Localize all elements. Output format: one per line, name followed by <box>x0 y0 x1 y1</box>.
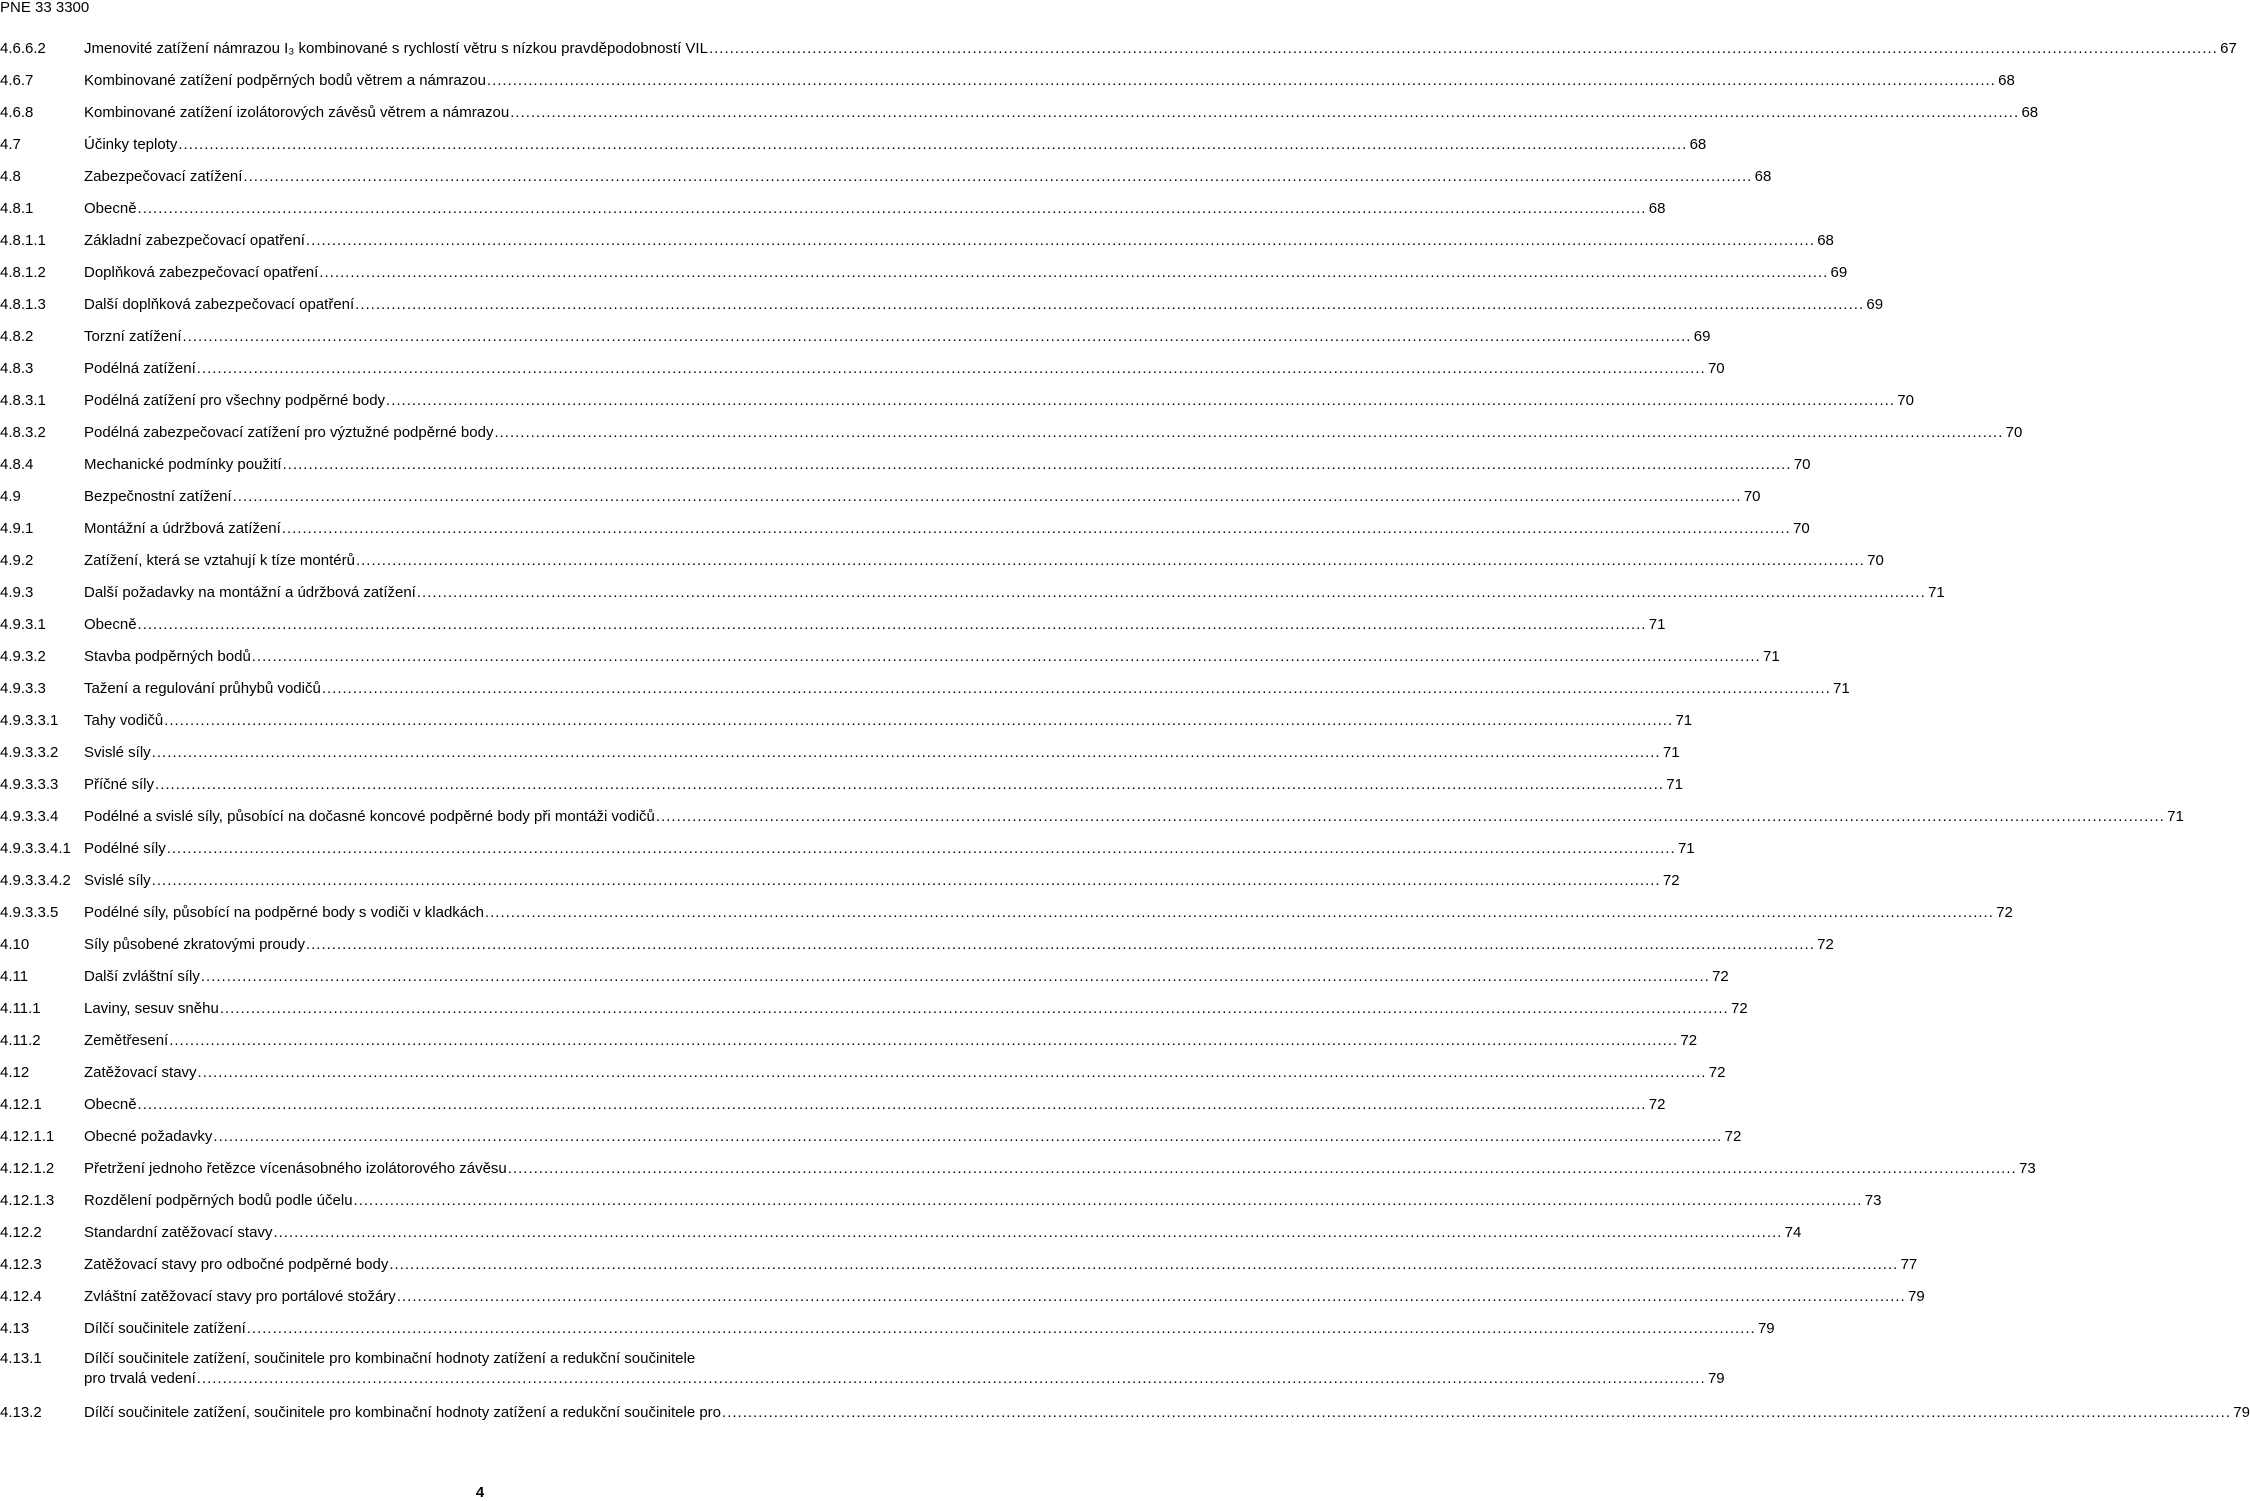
toc-entry-number: 4.8.1 <box>0 200 34 217</box>
toc-entry-body <box>84 481 1761 513</box>
toc-entry[interactable] <box>0 609 1666 641</box>
document-id: PNE 33 3300 <box>0 0 90 16</box>
toc-entry-body <box>84 129 1707 161</box>
toc-entry-body <box>84 353 1725 385</box>
toc-entry[interactable] <box>0 1217 1802 1249</box>
toc-entry-title: Dílčí součinitele zatížení, součinitele pro kombinační hodnoty zatížení a redukční součinitele pro <box>84 1404 722 1421</box>
toc-entry-body <box>84 33 2237 65</box>
toc-entry-body <box>84 1313 1775 1345</box>
toc-entry-page: 71 <box>1928 584 1945 601</box>
toc-entry-page: 72 <box>1680 1032 1698 1049</box>
toc-entry-body <box>84 705 1693 737</box>
dot-leader <box>138 1089 1647 1121</box>
toc-entry[interactable] <box>0 545 1884 577</box>
toc-entry-page: 72 <box>1817 936 1834 953</box>
toc-entry[interactable] <box>0 801 2184 833</box>
toc-entry-body <box>84 321 1711 353</box>
toc-entry-title: Podélné a svislé síly, působící na dočasné koncové podpěrné body při montáži vodičů <box>84 808 655 825</box>
toc-entry-number: 4.13 <box>0 1320 30 1337</box>
toc-entry-page: 71 <box>1666 776 1683 793</box>
toc-entry-page: 71 <box>2167 808 2184 825</box>
toc-entry[interactable] <box>0 897 2013 929</box>
toc-entry[interactable] <box>0 1281 1925 1313</box>
toc-entry[interactable] <box>0 193 1666 225</box>
toc-entry-body <box>84 673 1850 705</box>
toc-entry[interactable] <box>0 33 2237 65</box>
toc-entry[interactable] <box>0 1185 1882 1217</box>
toc-entry-number: 4.13.2 <box>0 1404 42 1421</box>
toc-entry-page: 70 <box>1707 360 1725 377</box>
toc-entry-body <box>84 1121 1742 1153</box>
dot-leader <box>243 161 1752 193</box>
toc-entry-body <box>84 1249 1918 1281</box>
toc-entry-title: Tahy vodičů <box>84 712 164 729</box>
dot-leader <box>138 609 1647 641</box>
toc-entry-body <box>84 545 1884 577</box>
toc-entry-body <box>84 65 2015 97</box>
toc-entry-number: 4.12 <box>0 1064 30 1081</box>
toc-entry-page: 72 <box>1724 1128 1742 1145</box>
toc-entry-title: Podélná zatížení pro všechny podpěrné body <box>84 392 386 409</box>
toc-entry-page: 70 <box>1793 456 1811 473</box>
toc-entry-page: 69 <box>1866 296 1884 313</box>
toc-entry-body <box>84 97 2039 129</box>
toc-entry-body <box>84 801 2184 833</box>
toc-entry-body <box>84 225 1834 257</box>
toc-entry-number: 4.12.1.2 <box>0 1160 55 1177</box>
dot-leader <box>155 769 1664 801</box>
toc-entry-body <box>84 257 1848 289</box>
toc-entry-page: 72 <box>1996 904 2013 921</box>
dot-leader <box>656 801 2165 833</box>
toc-entry-number: 4.8 <box>0 168 21 185</box>
dot-leader <box>252 641 1761 673</box>
toc-entry-page: 69 <box>1830 264 1848 281</box>
toc-entry-title: Torzní zatížení <box>84 328 182 345</box>
toc-entry[interactable] <box>0 129 1707 161</box>
toc-entry-number: 4.9.3.3.4 <box>0 808 59 825</box>
toc-entry-body <box>84 1217 1802 1249</box>
toc-entry-page: 71 <box>1648 616 1666 633</box>
toc-entry-title: Stavba podpěrných bodů <box>84 648 251 665</box>
toc-entry[interactable] <box>0 97 2039 129</box>
toc-entry-body <box>84 641 1780 673</box>
dot-leader <box>197 353 1706 385</box>
toc-entry[interactable] <box>0 257 1848 289</box>
toc-entry-page: 70 <box>1867 552 1884 569</box>
toc-entry-number: 4.11.1 <box>0 1000 41 1017</box>
toc-entry-title: Obecně <box>84 1096 137 1113</box>
table-of-contents <box>0 33 2250 1429</box>
toc-entry-page: 74 <box>1784 1224 1802 1241</box>
toc-entry-number: 4.7 <box>0 136 21 153</box>
toc-entry[interactable] <box>0 513 1810 545</box>
dot-leader <box>322 673 1831 705</box>
toc-entry-title: Další zvláštní síly <box>84 968 200 985</box>
toc-entry[interactable] <box>0 769 1683 801</box>
toc-entry-page: 67 <box>2220 40 2237 57</box>
toc-entry-title-line2: pro trvalá vedení <box>84 1370 196 1387</box>
dot-leader <box>213 1121 1722 1153</box>
toc-entry-number: 4.9.3.3 <box>0 680 46 697</box>
toc-entry-title: Zabezpečovací zatížení <box>84 168 243 185</box>
toc-entry-number: 4.6.6.2 <box>0 40 46 57</box>
toc-entry-title: Podélné síly, působící na podpěrné body s vodiči v kladkách <box>84 904 484 921</box>
toc-entry[interactable] <box>0 641 1780 673</box>
toc-entry-page: 73 <box>1864 1192 1882 1209</box>
toc-entry-number: 4.8.2 <box>0 328 34 345</box>
toc-entry[interactable] <box>0 1153 2036 1185</box>
toc-entry[interactable] <box>0 65 2015 97</box>
toc-entry-title: Dílčí součinitele zatížení <box>84 1320 246 1337</box>
toc-entry-title: Kombinované zatížení podpěrných bodů větrem a námrazou <box>84 72 486 89</box>
toc-entry-title: Montážní a údržbová zatížení <box>84 520 281 537</box>
toc-entry[interactable] <box>0 929 1834 961</box>
toc-rows <box>0 33 2237 1345</box>
dot-leader <box>183 321 1692 353</box>
toc-entry-body <box>84 865 1680 897</box>
toc-entry-title: Podélné síly <box>84 840 166 857</box>
dot-leader <box>397 1281 1906 1313</box>
toc-entry[interactable] <box>0 1089 1666 1121</box>
toc-entry-title: Přetržení jednoho řetězce vícenásobného izolátorového závěsu <box>84 1160 507 1177</box>
toc-entry-body <box>84 1089 1666 1121</box>
toc-entry-title: Kombinované zatížení izolátorových závěsů větrem a námrazou <box>84 104 510 121</box>
toc-entry-number: 4.12.3 <box>0 1256 42 1273</box>
toc-entry-body <box>84 833 1695 865</box>
toc-entry[interactable] <box>0 417 2023 449</box>
toc-entry-page: 70 <box>1743 488 1761 505</box>
toc-entry[interactable] <box>0 1345 1725 1397</box>
toc-entry-body <box>84 929 1834 961</box>
toc-entry-page: 72 <box>1648 1096 1666 1113</box>
toc-entry-number: 4.11.2 <box>0 1032 41 1049</box>
dot-leader <box>389 1249 1898 1281</box>
toc-entry-body <box>84 289 1884 321</box>
toc-entry-page: 68 <box>1754 168 1772 185</box>
toc-entry-body <box>84 961 1729 993</box>
dot-leader <box>354 1185 1863 1217</box>
toc-entry-number: 4.9.3.3.4.2 <box>0 872 71 889</box>
toc-entry[interactable] <box>0 737 1680 769</box>
toc-entry-page: 68 <box>1648 200 1666 217</box>
toc-entry-number: 4.12.1.3 <box>0 1192 55 1209</box>
toc-entry-title-line2-wrap <box>84 1369 1725 1389</box>
toc-entry-number: 4.8.1.1 <box>0 232 46 249</box>
dot-leader <box>722 1397 2231 1429</box>
toc-entry-title: Jmenovité zatížení námrazou I₃ kombinované s rychlostí větru s nízkou pravděpodobností VIL <box>84 40 708 57</box>
toc-entry-number: 4.12.2 <box>0 1224 42 1241</box>
toc-entry-body <box>84 385 1914 417</box>
toc-entry-page: 72 <box>1712 968 1729 985</box>
toc-entry-body <box>84 1057 1726 1089</box>
toc-entry-page: 72 <box>1662 872 1680 889</box>
toc-entry-number: 4.9.3.2 <box>0 648 46 665</box>
toc-entry-title: Zatěžovací stavy <box>84 1064 197 1081</box>
toc-entry-title: Obecně <box>84 200 137 217</box>
toc-entry-page: 70 <box>1897 392 1914 409</box>
toc-entry[interactable] <box>0 1313 1775 1345</box>
toc-entry-body <box>84 737 1680 769</box>
toc-entry[interactable] <box>0 1057 1726 1089</box>
dot-leader <box>198 1057 1707 1089</box>
toc-entry-page: 71 <box>1677 840 1695 857</box>
dot-leader <box>233 481 1742 513</box>
dot-leader <box>169 1025 1678 1057</box>
toc-entry-title: Účinky teploty <box>84 136 178 153</box>
toc-entry-title: Zemětřesení <box>84 1032 169 1049</box>
toc-entry[interactable] <box>0 705 1693 737</box>
toc-entry-body <box>84 609 1666 641</box>
toc-entry-body <box>84 993 1748 1025</box>
toc-entry-number: 4.9.3.3.5 <box>0 904 59 921</box>
toc-entry-number: 4.8.3.2 <box>0 424 46 441</box>
toc-entry[interactable] <box>0 1249 1918 1281</box>
toc-entry-number: 4.9.1 <box>0 520 34 537</box>
toc-entry-title: Obecné požadavky <box>84 1128 213 1145</box>
toc-entry-title: Zvláštní zatěžovací stavy pro portálové stožáry <box>84 1288 396 1305</box>
toc-entry-body <box>84 193 1666 225</box>
toc-entry[interactable] <box>0 449 1811 481</box>
dot-leader <box>197 1369 1706 1389</box>
toc-entry-page: 68 <box>2021 104 2039 121</box>
toc-entry-page: 79 <box>1757 1320 1775 1337</box>
dot-leader <box>283 449 1792 481</box>
toc-entry-body <box>84 161 1772 193</box>
toc-entry[interactable] <box>0 321 1711 353</box>
toc-entry-number: 4.9.3.3.4.1 <box>0 840 71 857</box>
toc-entry-number: 4.11 <box>0 968 29 985</box>
toc-entry-number: 4.8.3.1 <box>0 392 46 409</box>
dot-leader <box>356 545 1865 577</box>
toc-entry-page: 70 <box>2005 424 2023 441</box>
toc-entry-number: 4.6.7 <box>0 72 34 89</box>
toc-entry-page: 70 <box>1793 520 1810 537</box>
toc-entry-page: 77 <box>1900 1256 1918 1273</box>
toc-entry-page: 68 <box>1998 72 2015 89</box>
toc-entry-body <box>84 417 2023 449</box>
toc-entry-title: Doplňková zabezpečovací opatření <box>84 264 319 281</box>
toc-entry-title: Další požadavky na montážní a údržbová zatížení <box>84 584 416 601</box>
toc-entry-page: 72 <box>1708 1064 1726 1081</box>
toc-entry-body <box>84 897 2013 929</box>
toc-entry[interactable] <box>0 993 1748 1025</box>
toc-entry-title: Základní zabezpečovací opatření <box>84 232 305 249</box>
dot-leader <box>494 417 2003 449</box>
dot-leader <box>201 961 1710 993</box>
toc-entry-number: 4.10 <box>0 936 30 953</box>
toc-entry-page: 79 <box>1908 1288 1925 1305</box>
toc-entry-number: 4.8.1.2 <box>0 264 46 281</box>
dot-leader <box>306 929 1815 961</box>
toc-entry-body <box>84 1349 1725 1389</box>
toc-entry-title: Podélná zabezpečovací zatížení pro výztužné podpěrné body <box>84 424 494 441</box>
toc-entry-page: 68 <box>1817 232 1834 249</box>
toc-entry-number: 4.9.3.3.2 <box>0 744 59 761</box>
toc-entry-title: Síly působené zkratovými proudy <box>84 936 305 953</box>
toc-entry-number: 4.9.3.3.3 <box>0 776 59 793</box>
toc-entry-page: 71 <box>1833 680 1850 697</box>
toc-entry[interactable] <box>0 961 1729 993</box>
dot-leader <box>709 33 2218 65</box>
toc-entry-title: Svislé síly <box>84 744 151 761</box>
dot-leader <box>247 1313 1756 1345</box>
toc-entry-number: 4.9.3 <box>0 584 34 601</box>
toc-entry-number: 4.8.3 <box>0 360 34 377</box>
toc-entry-body <box>84 577 1945 609</box>
toc-entry-body <box>84 1025 1698 1057</box>
toc-entry[interactable] <box>0 1397 2250 1429</box>
toc-entry[interactable] <box>0 481 1761 513</box>
dot-leader <box>282 513 1791 545</box>
toc-entry[interactable] <box>0 225 1834 257</box>
toc-entry-title: Tažení a regulování průhybů vodičů <box>84 680 321 697</box>
dot-leader <box>487 65 1996 97</box>
toc-entry-title: Rozdělení podpěrných bodů podle účelu <box>84 1192 353 1209</box>
toc-entry-page: 69 <box>1693 328 1711 345</box>
toc-entry-page: 71 <box>1763 648 1780 665</box>
dot-leader <box>178 129 1687 161</box>
toc-entry-page: 79 <box>2233 1404 2250 1421</box>
toc-entry-title-line1: Dílčí součinitele zatížení, součinitele pro kombinační hodnoty zatížení a redukční součinitele <box>84 1350 696 1367</box>
toc-entry-title: Další doplňková zabezpečovací opatření <box>84 296 355 313</box>
toc-entry-title: Mechanické podmínky použití <box>84 456 282 473</box>
toc-entry[interactable] <box>0 289 1884 321</box>
toc-entry-page: 71 <box>1675 712 1693 729</box>
toc-entry-body <box>84 1153 2036 1185</box>
toc-entry-title: Standardní zatěžovací stavy <box>84 1224 273 1241</box>
toc-entry-number: 4.13.1 <box>0 1350 42 1367</box>
toc-entry-body <box>84 1281 1925 1313</box>
toc-entry[interactable] <box>0 865 1680 897</box>
toc-entry-body <box>84 513 1810 545</box>
toc-entry-number: 4.12.4 <box>0 1288 42 1305</box>
dot-leader <box>273 1217 1782 1249</box>
dot-leader <box>152 737 1661 769</box>
toc-entry-title: Příčné síly <box>84 776 155 793</box>
dot-leader <box>138 193 1647 225</box>
toc-entry[interactable] <box>0 1121 1742 1153</box>
toc-entry-number: 4.8.4 <box>0 456 34 473</box>
toc-entry-title: Podélná zatížení <box>84 360 196 377</box>
toc-entry[interactable] <box>0 161 1772 193</box>
dot-leader <box>152 865 1661 897</box>
toc-entry-page: 72 <box>1731 1000 1748 1017</box>
toc-entry[interactable] <box>0 833 1695 865</box>
dot-leader <box>167 833 1676 865</box>
toc-entry-number: 4.9.2 <box>0 552 34 569</box>
dot-leader <box>164 705 1673 737</box>
dot-leader <box>386 385 1895 417</box>
toc-entry-number: 4.9.3.1 <box>0 616 46 633</box>
toc-entry-number: 4.9 <box>0 488 21 505</box>
toc-entry-page: 68 <box>1689 136 1707 153</box>
toc-entry-title: Obecně <box>84 616 137 633</box>
toc-entry-body <box>84 449 1811 481</box>
toc-entry-number: 4.12.1.1 <box>0 1128 55 1145</box>
toc-entry-title: Zatížení, která se vztahují k tíze montérů <box>84 552 355 569</box>
toc-entry-title: Svislé síly <box>84 872 151 889</box>
dot-leader <box>355 289 1864 321</box>
toc-entry[interactable] <box>0 673 1850 705</box>
toc-entry-page: 73 <box>2019 1160 2036 1177</box>
toc-entry[interactable] <box>0 1025 1698 1057</box>
toc-entry-body <box>84 769 1683 801</box>
dot-leader <box>485 897 1994 929</box>
dot-leader <box>319 257 1828 289</box>
toc-entry-body <box>84 1185 1882 1217</box>
page-number: 4 <box>475 1484 485 1501</box>
toc-entry-title: Laviny, sesuv sněhu <box>84 1000 219 1017</box>
dot-leader <box>220 993 1729 1025</box>
toc-entry-title: Zatěžovací stavy pro odbočné podpěrné body <box>84 1256 389 1273</box>
toc-entry[interactable] <box>0 385 1914 417</box>
dot-leader <box>508 1153 2017 1185</box>
toc-entry-page: 79 <box>1707 1370 1725 1387</box>
toc-entry-number: 4.9.3.3.1 <box>0 712 59 729</box>
dot-leader <box>306 225 1815 257</box>
toc-entry[interactable] <box>0 353 1725 385</box>
dot-leader <box>510 97 2019 129</box>
dot-leader <box>417 577 1926 609</box>
toc-entry-title: Bezpečnostní zatížení <box>84 488 232 505</box>
toc-entry-page: 71 <box>1662 744 1680 761</box>
toc-entry-number: 4.6.8 <box>0 104 34 121</box>
toc-entry[interactable] <box>0 577 1945 609</box>
toc-entry-number: 4.8.1.3 <box>0 296 46 313</box>
toc-entry-body <box>84 1397 2250 1429</box>
toc-entry-number: 4.12.1 <box>0 1096 42 1113</box>
